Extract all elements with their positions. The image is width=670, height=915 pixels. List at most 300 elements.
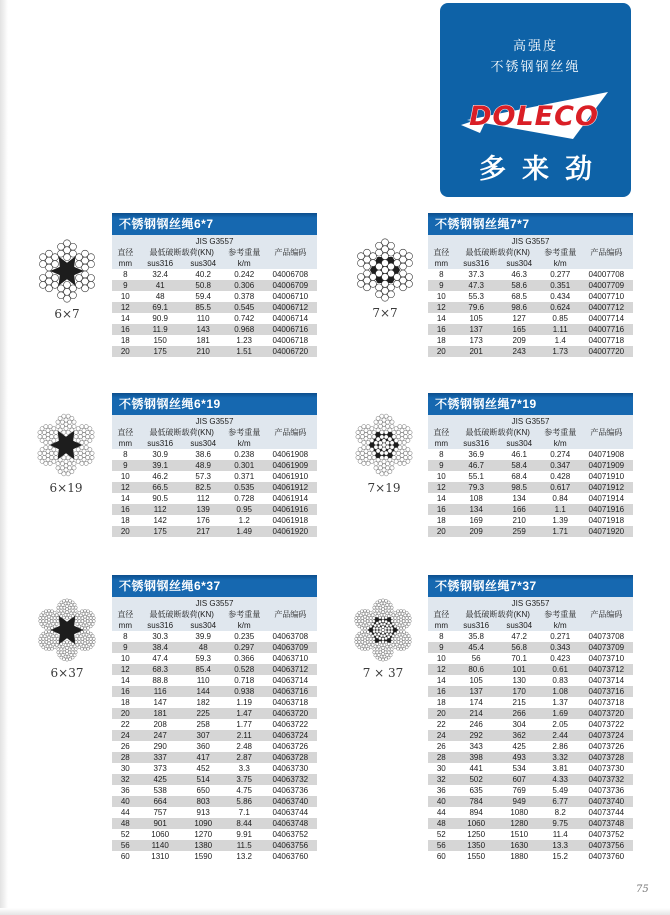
spec-cell: 04073724: [588, 731, 625, 740]
spec-cell: 47.2: [511, 632, 527, 641]
spec-cell: 2.48: [236, 742, 252, 751]
col-unit-mm: mm: [434, 621, 448, 630]
spec-row: [428, 449, 633, 460]
spec-row: [428, 324, 633, 335]
spec-cell: 2.86: [552, 742, 568, 751]
col-header-product-code: 产品编码: [274, 610, 307, 619]
spec-row: [428, 526, 633, 537]
spec-cell: 18: [436, 516, 446, 525]
spec-cell: 16: [120, 325, 130, 334]
spec-cell: 8: [439, 270, 444, 279]
spec-row: [112, 840, 317, 851]
spec-cell: 04071914: [588, 494, 625, 503]
spec-cell: 307: [196, 731, 210, 740]
spec-cell: 50.8: [195, 281, 211, 290]
spec-cell: 1.11: [552, 325, 568, 334]
col-header-breaking-load: 最低破断载荷(KN): [465, 428, 530, 437]
spec-cell: 174: [469, 698, 483, 707]
spec-cell: 150: [153, 336, 167, 345]
spec-cell: 0.938: [234, 687, 255, 696]
spec-cell: 56: [471, 654, 481, 663]
spec-row: [112, 752, 317, 763]
spec-cell: 68.3: [152, 665, 168, 674]
spec-cell: 9: [439, 461, 444, 470]
spec-cell: 3.75: [236, 775, 252, 784]
spec-row: [112, 515, 317, 526]
spec-cell: 0.85: [552, 314, 568, 323]
spec-cell: 1630: [510, 841, 529, 850]
spec-cell: 14: [120, 676, 130, 685]
spec-cell: 1.2: [238, 516, 250, 525]
spec-cell: 04063728: [272, 753, 309, 762]
spec-cell: 112: [153, 505, 167, 514]
spec-cell: 20: [120, 527, 130, 536]
spec-row: [112, 675, 317, 686]
spec-row: [428, 664, 633, 675]
spec-cell: 5.86: [236, 797, 252, 806]
col-unit-empty: [580, 258, 633, 269]
spec-cell: 15.2: [552, 852, 568, 861]
spec-cell: 22: [120, 720, 130, 729]
spec-cell: 9: [123, 281, 128, 290]
spec-cell: 04063732: [272, 775, 309, 784]
spec-cell: 0.718: [234, 676, 255, 685]
spec-cell: 04073736: [588, 786, 625, 795]
spec-cell: 441: [469, 764, 483, 773]
spec-cell: 28: [120, 753, 130, 762]
col-header-sus304: sus304: [190, 439, 217, 448]
spec-cell: 0.378: [234, 292, 255, 301]
table-header: [112, 235, 317, 269]
spec-cell: 12: [436, 483, 446, 492]
spec-cell: 343: [469, 742, 483, 751]
spec-cell: 56: [120, 841, 130, 850]
col-unit-empty: [264, 438, 317, 449]
page-edge-shading-left: [0, 0, 8, 915]
spec-row: [112, 280, 317, 291]
spec-cell: 12: [120, 483, 130, 492]
rope-diagram-drawing: [33, 237, 101, 305]
col-unit-km: k/m: [237, 621, 251, 630]
spec-cell: 04063730: [272, 764, 309, 773]
spec-cell: 04006712: [272, 303, 309, 312]
spec-row: [428, 829, 633, 840]
spec-cell: 04061920: [272, 527, 309, 536]
rope-construction-label: 7×7: [372, 306, 398, 320]
spec-cell: 40: [436, 797, 446, 806]
spec-cell: 0.351: [550, 281, 571, 290]
spec-cell: 04007714: [588, 314, 625, 323]
spec-row: [112, 642, 317, 653]
spec-cell: 04061918: [272, 516, 309, 525]
spec-cell: 0.347: [550, 461, 571, 470]
spec-cell: 59.3: [195, 654, 211, 663]
spec-cell: 04063740: [272, 797, 309, 806]
spec-row: [428, 460, 633, 471]
spec-row: [428, 493, 633, 504]
spec-cell: 11.9: [152, 325, 168, 334]
spec-cell: 04006709: [272, 281, 309, 290]
spec-cell: 292: [469, 731, 483, 740]
spec-cell: 3.32: [552, 753, 568, 762]
spec-cell: 1.37: [552, 698, 568, 707]
spec-cell: 1.71: [552, 527, 568, 536]
col-header-ref-weight: 参考重量: [228, 610, 261, 619]
spec-cell: 7.1: [238, 808, 250, 817]
spec-cell: 246: [469, 720, 483, 729]
spec-cell: 175: [153, 347, 167, 356]
spec-cell: 11.4: [552, 830, 568, 839]
spec-row: [112, 686, 317, 697]
table-header: [428, 235, 633, 269]
rope-construction-label: 6×37: [50, 666, 84, 680]
spec-cell: 0.61: [552, 665, 568, 674]
col-unit-km: k/m: [237, 439, 251, 448]
spec-cell: 0.343: [550, 643, 571, 652]
spec-cell: 210: [512, 516, 526, 525]
spec-cell: 258: [196, 720, 210, 729]
col-header-sus316: sus316: [463, 259, 490, 268]
spec-cell: 9: [123, 461, 128, 470]
table-header: [112, 415, 317, 449]
spec-cell: 514: [196, 775, 210, 784]
spec-cell: 04073710: [588, 654, 625, 663]
spec-cell: 1.49: [236, 527, 252, 536]
spec-cell: 0.423: [550, 654, 571, 663]
spec-cell: 79.3: [468, 483, 484, 492]
spec-cell: 360: [196, 742, 210, 751]
spec-row: [112, 664, 317, 675]
spec-cell: 45.4: [468, 643, 484, 652]
spec-row: [112, 653, 317, 664]
spec-cell: 14: [120, 494, 130, 503]
spec-cell: 0.742: [234, 314, 255, 323]
spec-cell: 0.84: [552, 494, 568, 503]
col-unit-mm: mm: [434, 259, 448, 268]
spec-cell: 217: [196, 527, 210, 536]
spec-cell: 16: [436, 505, 446, 514]
col-header-sus316: sus316: [147, 621, 174, 630]
spec-cell: 0.728: [234, 494, 255, 503]
spec-cell: 12: [436, 665, 446, 674]
spec-cell: 1280: [510, 819, 529, 828]
spec-cell: 20: [436, 709, 446, 718]
spec-cell: 1590: [194, 852, 213, 861]
spec-cell: 0.545: [234, 303, 255, 312]
spec-cell: 209: [469, 527, 483, 536]
spec-cell: 26: [120, 742, 130, 751]
spec-cell: 304: [512, 720, 526, 729]
spec-cell: 04007710: [588, 292, 625, 301]
col-header-product-code: 产品编码: [590, 428, 623, 437]
spec-cell: 68.5: [511, 292, 527, 301]
table-title: 不锈钢钢丝绳6*37: [112, 575, 317, 597]
spec-cell: 4.33: [552, 775, 568, 784]
spec-cell: 04006720: [272, 347, 309, 356]
spec-cell: 635: [469, 786, 483, 795]
spec-cell: 44: [436, 808, 446, 817]
spec-row: [112, 785, 317, 796]
table-body: [112, 449, 317, 537]
logo-wordmark: DOLECO: [468, 101, 599, 132]
spec-cell: 04063714: [272, 676, 309, 685]
spec-cell: 134: [469, 505, 483, 514]
standard-label: JIS G3557: [195, 417, 234, 426]
spec-cell: 1.77: [236, 720, 252, 729]
spec-cell: 949: [512, 797, 526, 806]
spec-row: [428, 697, 633, 708]
spec-cell: 169: [469, 516, 483, 525]
spec-cell: 38.6: [195, 450, 211, 459]
standard-label: JIS G3557: [511, 599, 550, 608]
spec-cell: 90.9: [152, 314, 168, 323]
spec-cell: 105: [469, 676, 483, 685]
spec-cell: 398: [469, 753, 483, 762]
spec-cell: 55.3: [468, 292, 484, 301]
table-title: 不锈钢钢丝绳7*19: [428, 393, 633, 415]
spec-cell: 176: [196, 516, 210, 525]
spec-cell: 04071910: [588, 472, 625, 481]
spec-cell: 04071920: [588, 527, 625, 536]
spec-row: [428, 741, 633, 752]
spec-row: [428, 686, 633, 697]
spec-row: [112, 482, 317, 493]
col-header-breaking-load: 最低破断载荷(KN): [465, 610, 530, 619]
spec-row: [112, 346, 317, 357]
spec-cell: 417: [196, 753, 210, 762]
spec-cell: 12: [120, 303, 130, 312]
spec-cell: 9.75: [552, 819, 568, 828]
spec-row: [112, 730, 317, 741]
spec-cell: 90.5: [152, 494, 168, 503]
spec-cell: 243: [512, 347, 526, 356]
spec-cell: 30.9: [152, 450, 168, 459]
spec-cell: 38.4: [152, 643, 168, 652]
spec-cell: 1880: [510, 852, 529, 861]
spec-row: [112, 631, 317, 642]
spec-cell: 04063720: [272, 709, 309, 718]
spec-cell: 108: [469, 494, 483, 503]
spec-cell: 16: [436, 325, 446, 334]
spec-cell: 46.3: [511, 270, 527, 279]
spec-cell: 2.87: [236, 753, 252, 762]
spec-cell: 04071908: [588, 450, 625, 459]
spec-cell: 13.2: [236, 852, 252, 861]
spec-cell: 181: [196, 336, 210, 345]
spec-cell: 56: [436, 841, 446, 850]
spec-cell: 46.2: [152, 472, 168, 481]
spec-row: [112, 796, 317, 807]
spec-cell: 04073709: [588, 643, 625, 652]
spec-cell: 9.91: [236, 830, 252, 839]
spec-cell: 04063748: [272, 819, 309, 828]
col-unit-empty: [580, 438, 633, 449]
spec-cell: 04063712: [272, 665, 309, 674]
col-header-ref-weight: 参考重量: [228, 248, 261, 257]
spec-cell: 165: [512, 325, 526, 334]
standard-label: JIS G3557: [511, 237, 550, 246]
col-header-product-code: 产品编码: [590, 248, 623, 257]
spec-row: [428, 796, 633, 807]
col-header-diameter: 直径: [117, 248, 134, 257]
spec-cell: 1.39: [552, 516, 568, 525]
spec-cell: 04007709: [588, 281, 625, 290]
rope-cross-section-diagram: [32, 596, 102, 680]
spec-cell: 1.23: [236, 336, 252, 345]
rope-cross-section-diagram: [32, 237, 102, 321]
spec-row: [428, 840, 633, 851]
spec-cell: 52: [120, 830, 130, 839]
spec-cell: 0.434: [550, 292, 571, 301]
spec-cell: 9: [439, 643, 444, 652]
spec-cell: 10: [436, 472, 446, 481]
spec-cell: 04073720: [588, 709, 625, 718]
spec-cell: 32.4: [152, 270, 168, 279]
spec-cell: 452: [196, 764, 210, 773]
spec-cell: 04006716: [272, 325, 309, 334]
spec-cell: 493: [512, 753, 526, 762]
spec-cell: 16: [120, 505, 130, 514]
spec-cell: 48: [436, 819, 446, 828]
col-header-diameter: 直径: [433, 610, 450, 619]
spec-cell: 170: [512, 687, 526, 696]
spec-table: [112, 213, 317, 357]
spec-cell: 166: [512, 505, 526, 514]
spec-cell: 44: [120, 808, 130, 817]
spec-row: [112, 818, 317, 829]
spec-cell: 69.1: [152, 303, 168, 312]
spec-cell: 425: [153, 775, 167, 784]
col-header-ref-weight: 参考重量: [544, 610, 577, 619]
spec-cell: 1270: [194, 830, 213, 839]
spec-cell: 04063708: [272, 632, 309, 641]
spec-cell: 04061908: [272, 450, 309, 459]
spec-cell: 04063756: [272, 841, 309, 850]
col-unit-mm: mm: [118, 621, 132, 630]
spec-cell: 04061916: [272, 505, 309, 514]
col-unit-empty: [264, 620, 317, 631]
banner-tagline-2: 不锈钢钢丝绳: [490, 59, 581, 74]
spec-cell: 82.5: [195, 483, 211, 492]
spec-cell: 3.81: [552, 764, 568, 773]
rope-diagram-drawing: [33, 596, 101, 664]
spec-cell: 04073712: [588, 665, 625, 674]
spec-row: [112, 708, 317, 719]
rope-diagram-drawing: [32, 411, 100, 479]
spec-cell: 14: [120, 314, 130, 323]
spec-cell: 105: [469, 314, 483, 323]
spec-table: [428, 393, 633, 537]
spec-cell: 1510: [510, 830, 529, 839]
spec-row: [428, 708, 633, 719]
col-header-sus316: sus316: [147, 259, 174, 268]
spec-row: [112, 460, 317, 471]
spec-table: [112, 393, 317, 537]
spec-cell: 04073718: [588, 698, 625, 707]
col-header-sus304: sus304: [506, 621, 533, 630]
col-header-diameter: 直径: [117, 610, 134, 619]
spec-cell: 607: [512, 775, 526, 784]
col-header-sus304: sus304: [506, 439, 533, 448]
spec-cell: 04063718: [272, 698, 309, 707]
standard-label: JIS G3557: [195, 237, 234, 246]
spec-table: [428, 575, 633, 862]
spec-cell: 70.1: [511, 654, 527, 663]
spec-cell: 182: [196, 698, 210, 707]
spec-cell: 14: [436, 676, 446, 685]
spec-cell: 110: [196, 314, 210, 323]
spec-cell: 04073748: [588, 819, 625, 828]
spec-cell: 10: [436, 654, 446, 663]
spec-cell: 134: [512, 494, 526, 503]
spec-cell: 101: [512, 665, 526, 674]
col-unit-mm: mm: [118, 439, 132, 448]
spec-cell: 30.3: [152, 632, 168, 641]
spec-cell: 20: [120, 709, 130, 718]
spec-row: [112, 763, 317, 774]
spec-cell: 0.271: [550, 632, 571, 641]
spec-cell: 259: [512, 527, 526, 536]
spec-cell: 26: [436, 742, 446, 751]
spec-cell: 04006718: [272, 336, 309, 345]
spec-row: [428, 280, 633, 291]
spec-row: [428, 653, 633, 664]
spec-cell: 0.297: [234, 643, 255, 652]
col-header-breaking-load: 最低破断载荷(KN): [149, 248, 214, 257]
spec-cell: 24: [120, 731, 130, 740]
spec-cell: 30: [120, 764, 130, 773]
spec-cell: 0.277: [550, 270, 571, 279]
spec-cell: 534: [512, 764, 526, 773]
spec-cell: 28: [436, 753, 446, 762]
spec-cell: 1.47: [236, 709, 252, 718]
col-header-sus304: sus304: [506, 259, 533, 268]
spec-cell: 290: [153, 742, 167, 751]
rope-construction-label: 7×19: [367, 481, 401, 495]
spec-cell: 35.8: [468, 632, 484, 641]
spec-cell: 10: [120, 472, 130, 481]
page-number: 75: [636, 884, 649, 895]
page-edge-shading-bottom: [0, 908, 670, 915]
spec-cell: 04063744: [272, 808, 309, 817]
spec-row: [428, 515, 633, 526]
spec-cell: 894: [469, 808, 483, 817]
spec-row: [428, 471, 633, 482]
table-body: [428, 269, 633, 357]
spec-row: [112, 335, 317, 346]
spec-cell: 110: [196, 676, 210, 685]
spec-cell: 04063726: [272, 742, 309, 751]
spec-cell: 04007718: [588, 336, 625, 345]
spec-cell: 2.44: [552, 731, 568, 740]
spec-row: [428, 642, 633, 653]
table-body: [112, 631, 317, 862]
spec-cell: 18: [436, 698, 446, 707]
spec-cell: 04063722: [272, 720, 309, 729]
spec-cell: 913: [196, 808, 210, 817]
spec-cell: 502: [469, 775, 483, 784]
spec-row: [112, 471, 317, 482]
spec-cell: 247: [153, 731, 167, 740]
spec-cell: 784: [469, 797, 483, 806]
rope-cross-section-diagram: [350, 236, 420, 320]
spec-cell: 04063716: [272, 687, 309, 696]
spec-cell: 147: [153, 698, 167, 707]
banner-tagline-1: 高强度: [512, 38, 558, 53]
col-header-breaking-load: 最低破断载荷(KN): [149, 428, 214, 437]
spec-cell: 36.9: [468, 450, 484, 459]
spec-row: [428, 291, 633, 302]
